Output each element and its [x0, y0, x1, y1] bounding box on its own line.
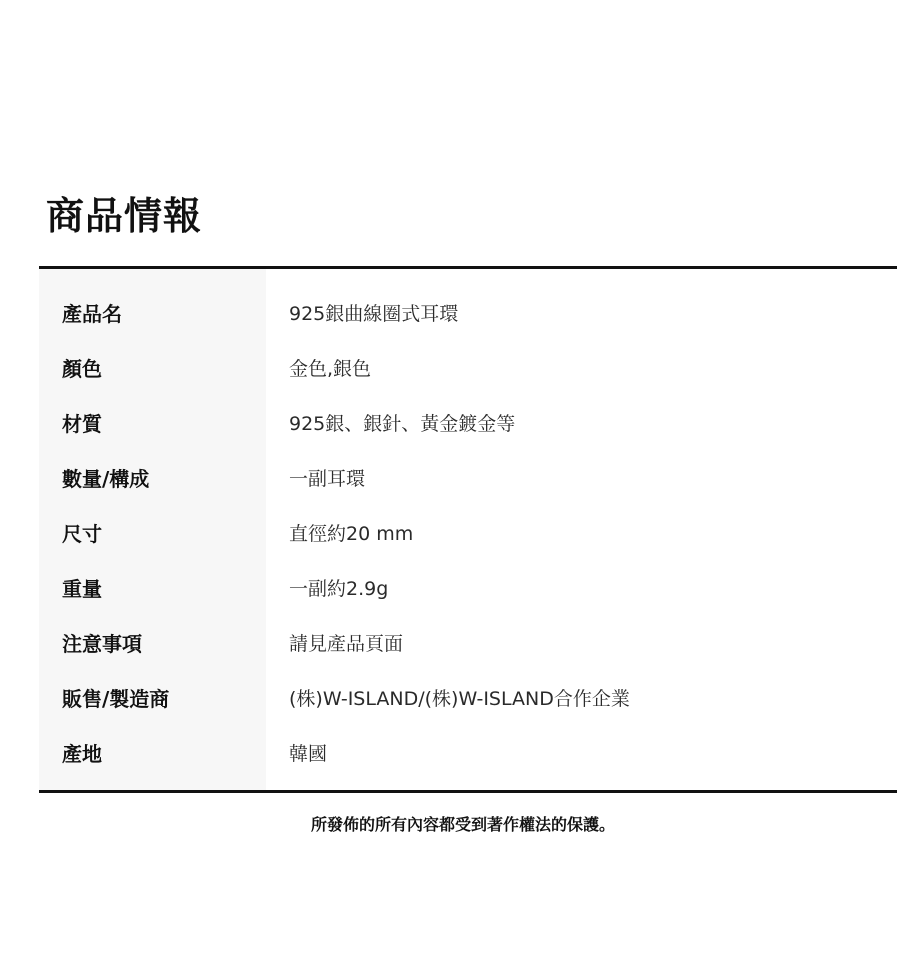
spec-value-origin: 韓國: [289, 743, 328, 765]
spec-label-origin: 產地: [62, 742, 102, 766]
spec-label-size: 尺寸: [62, 522, 102, 546]
spec-value-weight: 一副約2.9g: [289, 578, 389, 600]
spec-value-color: 金色,銀色: [289, 358, 372, 380]
product-info-table: [39, 266, 897, 793]
spec-label-column: [39, 269, 266, 790]
spec-label-notes: 注意事項: [62, 632, 142, 656]
spec-value-notes: 請見產品頁面: [289, 633, 404, 655]
spec-value-size: 直徑約20 mm: [289, 523, 414, 545]
spec-value-quantity: 一副耳環: [289, 468, 366, 490]
spec-value-material: 925銀、銀針、黃金鍍金等: [289, 413, 516, 435]
spec-label-quantity: 數量/構成: [62, 467, 150, 491]
spec-label-material: 材質: [62, 412, 102, 436]
spec-value-column: [266, 269, 897, 790]
spec-label-product-name: 產品名: [62, 302, 122, 326]
copyright-notice: 所發佈的所有內容都受到著作權法的保護。: [310, 815, 615, 834]
spec-label-manufacturer: 販售/製造商: [62, 687, 170, 711]
spec-label-color: 顏色: [62, 357, 102, 381]
spec-value-product-name: 925銀曲線圈式耳環: [289, 303, 459, 325]
spec-label-weight: 重量: [62, 577, 102, 601]
page-title: 商品情報: [46, 194, 203, 238]
spec-value-manufacturer: (株)W-ISLAND/(株)W-ISLAND合作企業: [289, 688, 630, 710]
